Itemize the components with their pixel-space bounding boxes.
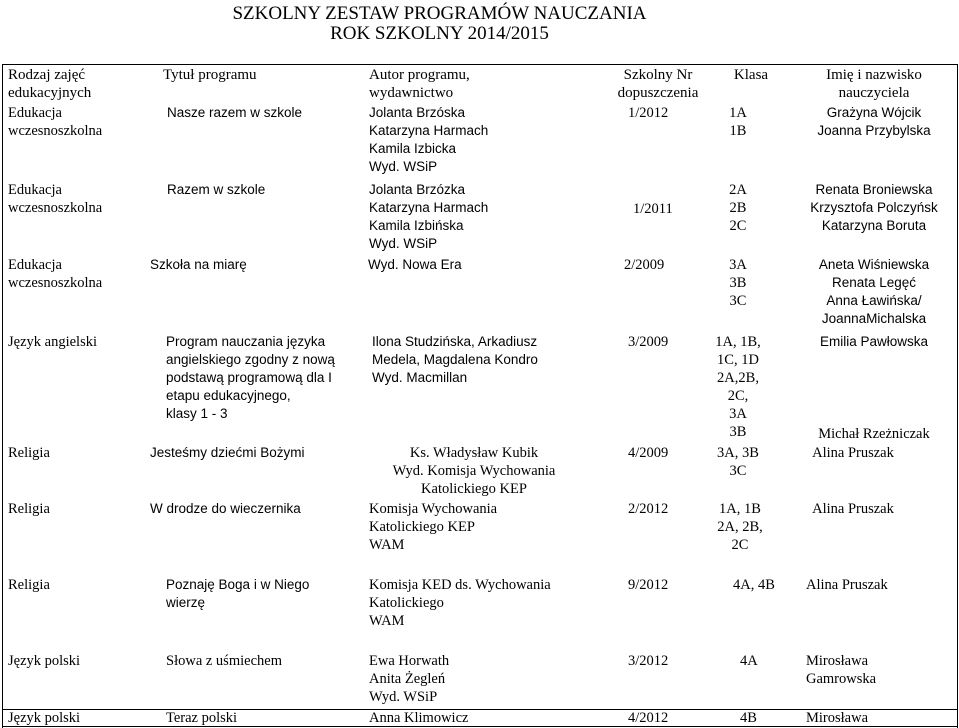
row9-nr: 4/2012 <box>628 710 669 726</box>
row8-autor: Ewa Horwath Anita Żegleń Wyd. WSiP <box>369 653 450 705</box>
header-imie: Imię i nazwisko nauczyciela <box>826 67 922 101</box>
row3-imie: Aneta Wiśniewska Renata Legęć Anna Ławińska/ JoannaMichalska <box>818 257 930 326</box>
row6-rodzaj: Religia <box>8 501 50 517</box>
row7-tytul: Poznaję Boga i w Niego wierzę <box>166 577 310 610</box>
row1-tytul: Nasze razem w szkole <box>167 105 303 120</box>
row9-klasa: 4B <box>740 710 757 726</box>
row7-rodzaj: Religia <box>8 577 50 593</box>
school-year-title: ROK SZKOLNY 2014/2015 <box>330 23 549 44</box>
row4-autor: Ilona Studzińska, Arkadiusz Medela, Magdalena Kondro Wyd. Macmillan <box>372 334 538 385</box>
header-tytul: Tytuł programu <box>163 67 257 83</box>
row1-autor: Jolanta Brzóska Katarzyna Harmach Kamila Izbicka Wyd. WSiP <box>369 105 489 174</box>
row7-nr: 9/2012 <box>628 577 669 593</box>
row3-rodzaj: Edukacja wczesnoszkolna <box>8 257 103 291</box>
row2-rodzaj: Edukacja wczesnoszkolna <box>8 182 103 216</box>
row6-imie: Alina Pruszak <box>812 501 894 517</box>
row6-klasa: 1A, 1B 2A, 2B, 2C <box>717 501 763 553</box>
row4-imie2: Michał Rzeżniczak <box>818 426 930 442</box>
row4-nr: 3/2009 <box>628 334 669 350</box>
row8-klasa: 4A <box>740 653 758 669</box>
row4-imie: Emilia Pawłowska <box>819 334 929 349</box>
row2-tytul: Razem w szkole <box>167 182 266 197</box>
row3-autor: Wyd. Nowa Era <box>368 257 462 272</box>
header-autor: Autor programu, wydawnictwo <box>369 67 470 101</box>
table-border-left <box>2 64 3 728</box>
row9-imie: Mirosława <box>806 710 869 726</box>
row6-autor: Komisja Wychowania Katolickiego KEP WAM <box>369 501 498 553</box>
row5-autor: Ks. Władysław Kubik Wyd. Komisja Wychowania Katolickiego KEP <box>392 445 556 497</box>
table-border-top <box>2 64 957 65</box>
header-rodzaj: Rodzaj zajęć edukacyjnych <box>8 67 92 101</box>
row3-tytul: Szkoła na miarę <box>150 257 247 272</box>
row1-nr: 1/2012 <box>628 105 669 121</box>
row5-tytul: Jesteśmy dziećmi Bożymi <box>150 445 305 460</box>
header-nr: Szkolny Nr dopuszczenia <box>617 67 699 101</box>
row9-autor: Anna Klimowicz <box>369 710 469 726</box>
row7-autor: Komisja KED ds. Wychowania Katolickiego WAM <box>369 577 551 629</box>
header-klasa: Klasa <box>733 67 769 83</box>
row8-tytul: Słowa z uśmiechem <box>166 653 282 669</box>
row2-imie: Renata Broniewska Krzysztofa Polczyńsk Katarzyna Boruta <box>810 182 938 233</box>
row5-imie: Alina Pruszak <box>812 445 894 461</box>
row9-rodzaj: Język polski <box>8 710 81 726</box>
row3-nr: 2/2009 <box>624 257 665 273</box>
row3-klasa: 3A 3B 3C <box>729 257 747 309</box>
row4-rodzaj: Język angielski <box>8 334 97 350</box>
row1-rodzaj: Edukacja wczesnoszkolna <box>8 105 103 139</box>
row8-rodzaj: Język polski <box>8 653 81 669</box>
row4-klasa: 1A, 1B, 1C, 1D 2A,2B, 2C, 3A 3B <box>715 334 761 440</box>
row5-klasa: 3A, 3B 3C <box>717 445 759 479</box>
row9-tytul: Teraz polski <box>166 710 238 726</box>
row6-nr: 2/2012 <box>628 501 669 517</box>
row8-imie: Mirosława Gamrowska <box>806 653 877 687</box>
row6-tytul: W drodze do wieczernika <box>150 501 301 516</box>
row8-nr: 3/2012 <box>628 653 669 669</box>
row5-rodzaj: Religia <box>8 445 50 461</box>
table-border-right <box>957 64 958 728</box>
row4-tytul: Program nauczania języka angielskiego zgodny z nową podstawą programową dla I etapu edukacyjnego, klasy 1 - 3 <box>166 334 335 421</box>
row2-autor: Jolanta Brzózka Katarzyna Harmach Kamila Izbińska Wyd. WSiP <box>369 182 489 251</box>
row7-imie: Alina Pruszak <box>806 577 888 593</box>
row1-imie: Grażyna Wójcik Joanna Przybylska <box>817 105 931 138</box>
row2-klasa: 2A 2B 2C <box>729 182 747 234</box>
document-title: SZKOLNY ZESTAW PROGRAMÓW NAUCZANIA <box>232 3 647 24</box>
row2-nr: 1/2011 <box>633 201 673 217</box>
row1-klasa: 1A 1B <box>729 105 747 139</box>
row7-klasa: 4A, 4B <box>733 577 775 593</box>
row5-nr: 4/2009 <box>628 445 669 461</box>
